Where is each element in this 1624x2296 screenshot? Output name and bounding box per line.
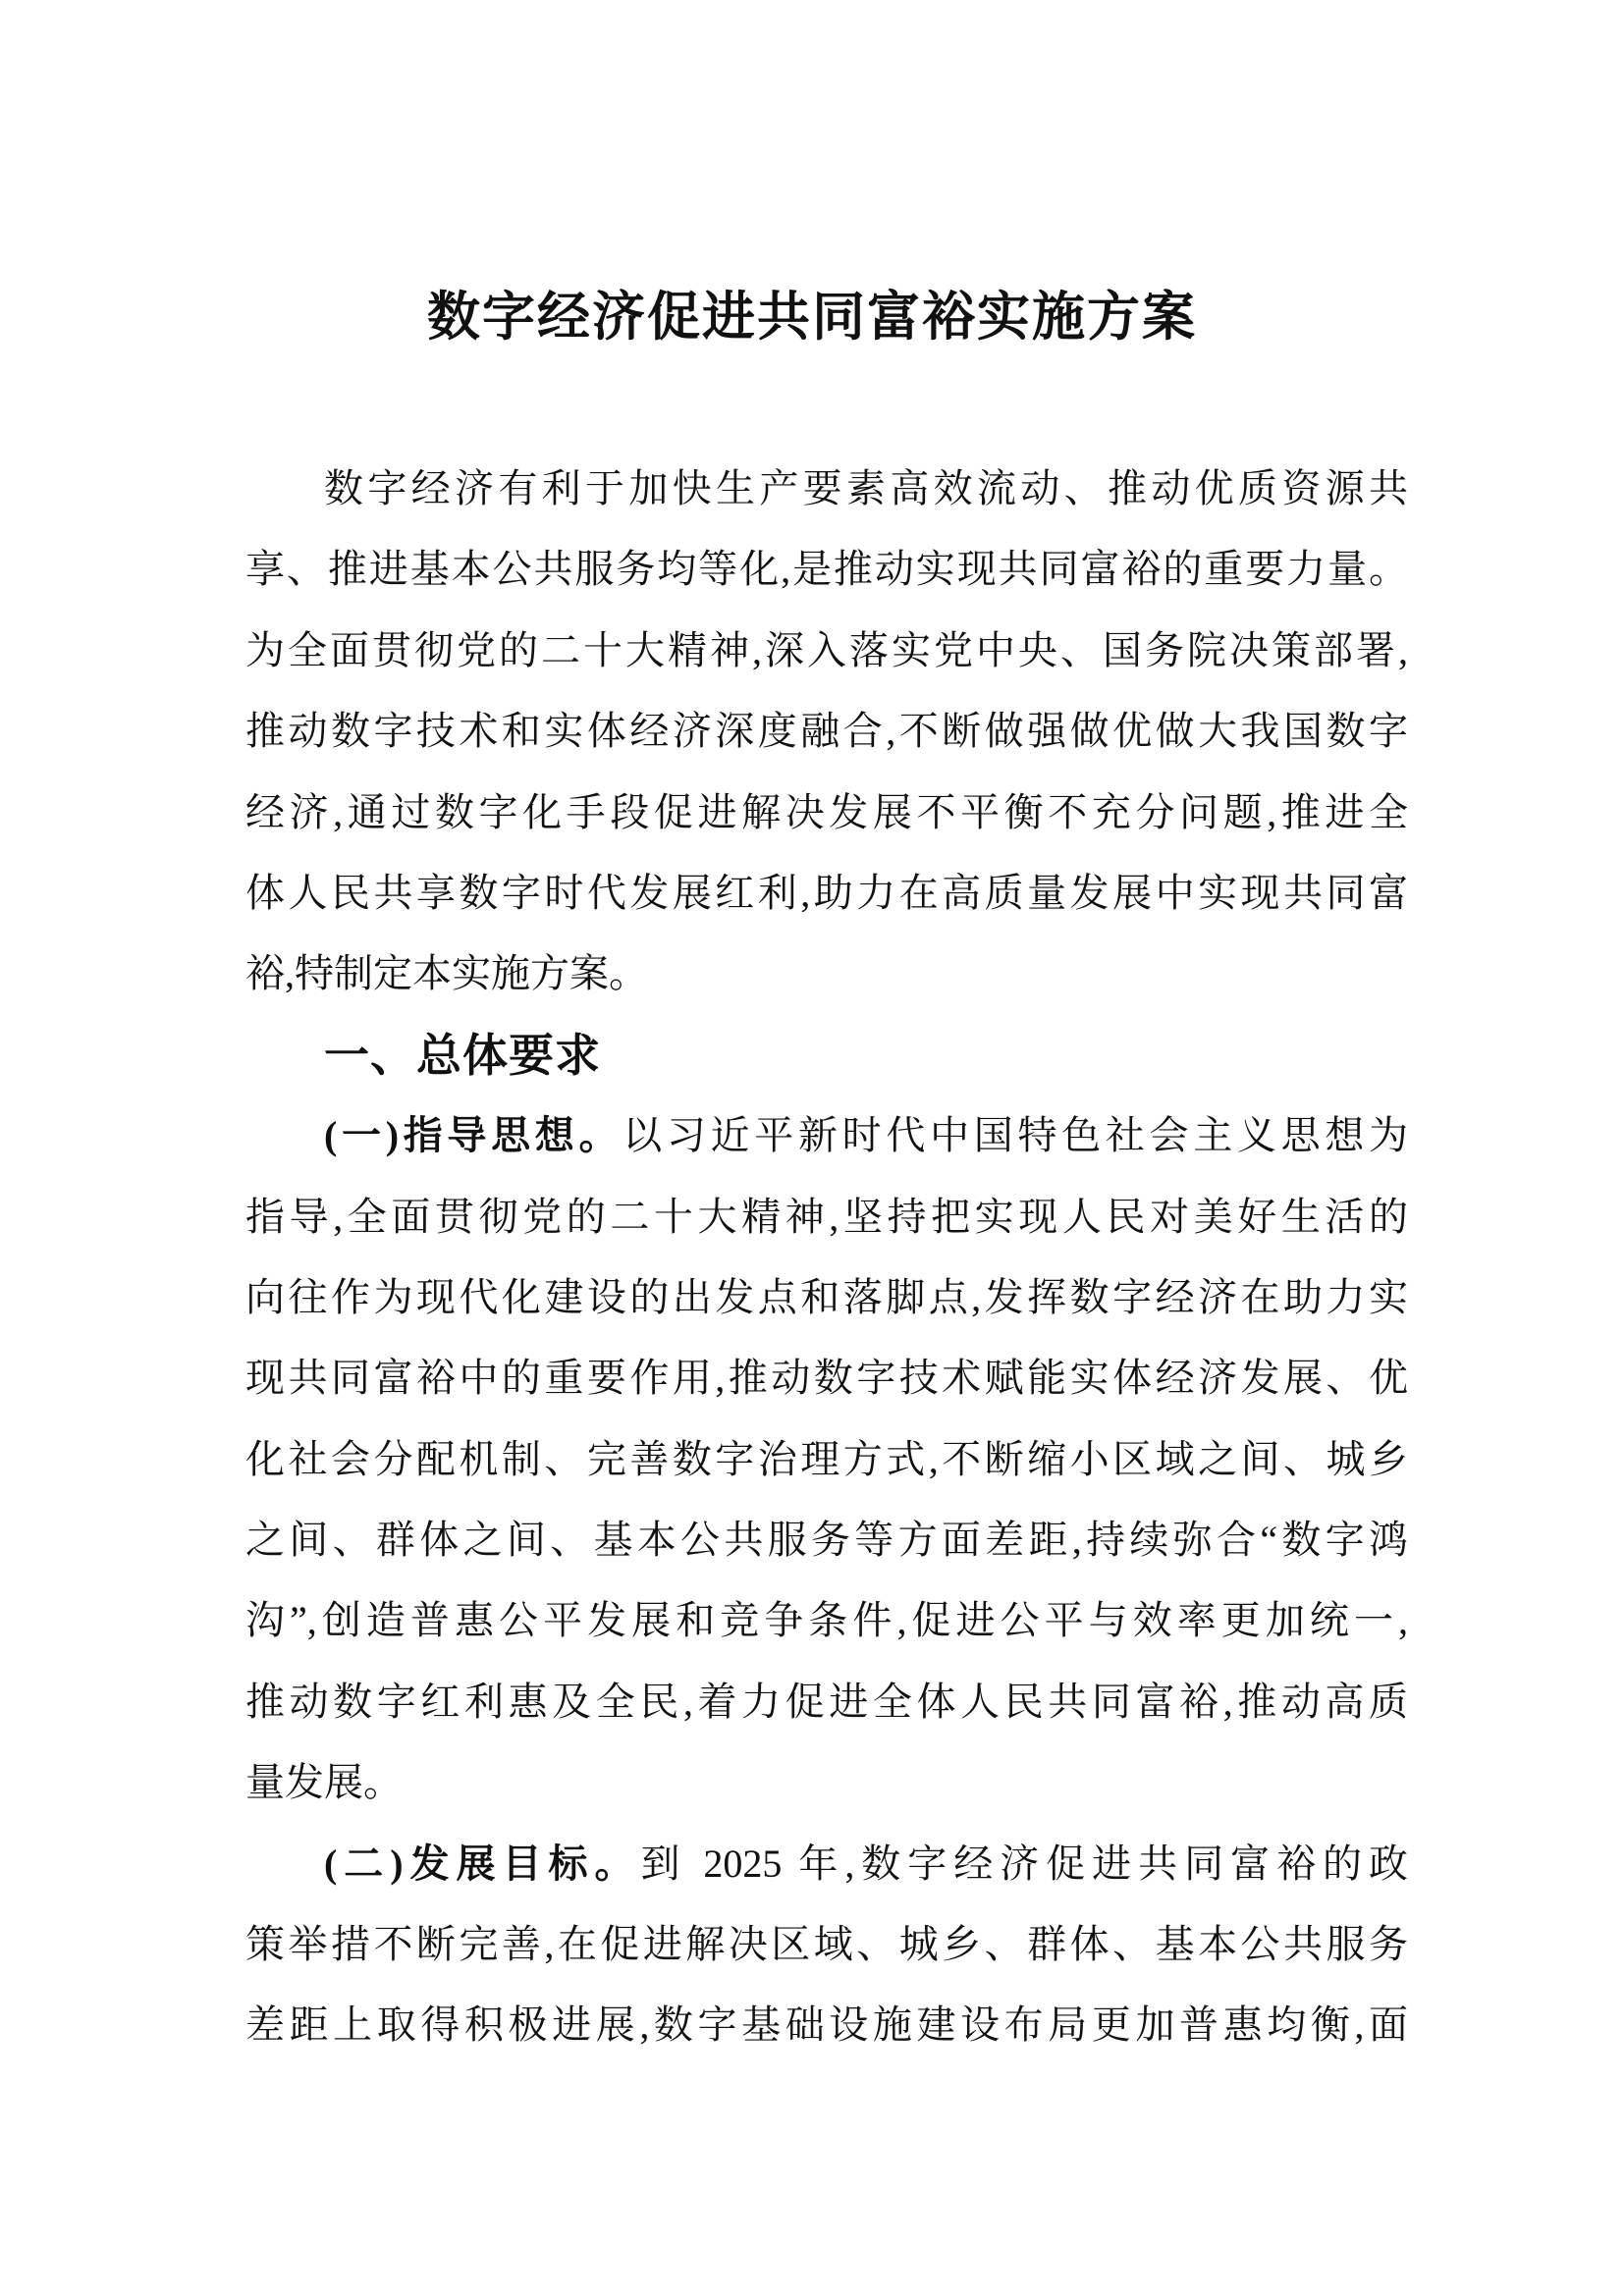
section-heading: 一、总体要求 [324, 1029, 601, 1081]
paragraph-line [245, 1824, 1408, 1904]
paragraph-lead: (一)指导思想。 [324, 1113, 623, 1158]
paragraph-line: 推动数字技术和实体经济深度融合,不断做强做优做大我国数字 [245, 709, 1408, 754]
paragraph-line: 之间、群体之间、基本公共服务等方面差距,持续弥合“数字鸿 [245, 1518, 1408, 1563]
paragraph-rest: 到 2025 年,数字经济促进共同富裕的政 [640, 1841, 1409, 1886]
paragraph-line [245, 1095, 1408, 1176]
paragraph-line: 沟”,创造普惠公平发展和竞争条件,促进公平与效率更加统一, [245, 1598, 1408, 1643]
paragraph-lead: (二)发展目标。 [324, 1841, 641, 1886]
paragraph-line: 裕,特制定本实施方案。 [245, 951, 648, 996]
paragraph-line: 数字经济有利于加快生产要素高效流动、推动优质资源共 [324, 466, 1408, 510]
paragraph-line: 推动数字红利惠及全民,着力促进全体人民共同富裕,推动高质 [245, 1679, 1408, 1724]
paragraph-line: 量发展。 [245, 1760, 403, 1805]
paragraph-line: 享、推进基本公共服务均等化,是推动实现共同富裕的重要力量。 [245, 547, 1408, 592]
paragraph-line: 化社会分配机制、完善数字治理方式,不断缩小区域之间、城乡 [245, 1436, 1408, 1481]
paragraph-line: 向往作为现代化建设的出发点和落脚点,发挥数字经济在助力实 [245, 1274, 1408, 1319]
document-title: 数字经济促进共同富裕实施方案 [427, 288, 1197, 347]
paragraph-rest: 以习近平新时代中国特色社会主义思想为 [623, 1113, 1409, 1158]
paragraph-line: 体人民共享数字时代发展红利,助力在高质量发展中实现共同富 [245, 870, 1408, 915]
paragraph-line: 为全面贯彻党的二十大精神,深入落实党中央、国务院决策部署, [245, 627, 1408, 672]
paragraph-line: 差距上取得积极进展,数字基础设施建设布局更加普惠均衡,面 [245, 2002, 1408, 2048]
paragraph-line: 指导,全面贯彻党的二十大精神,坚持把实现人民对美好生活的 [245, 1194, 1408, 1239]
paragraph-line: 策举措不断完善,在促进解决区域、城乡、群体、基本公共服务 [245, 1922, 1408, 1967]
paragraph-line: 现共同富裕中的重要作用,推动数字技术赋能实体经济发展、优 [245, 1356, 1408, 1401]
document-body [245, 449, 1408, 2066]
paragraph-line: 经济,通过数字化手段促进解决发展不平衡不充分问题,推进全 [245, 789, 1408, 834]
